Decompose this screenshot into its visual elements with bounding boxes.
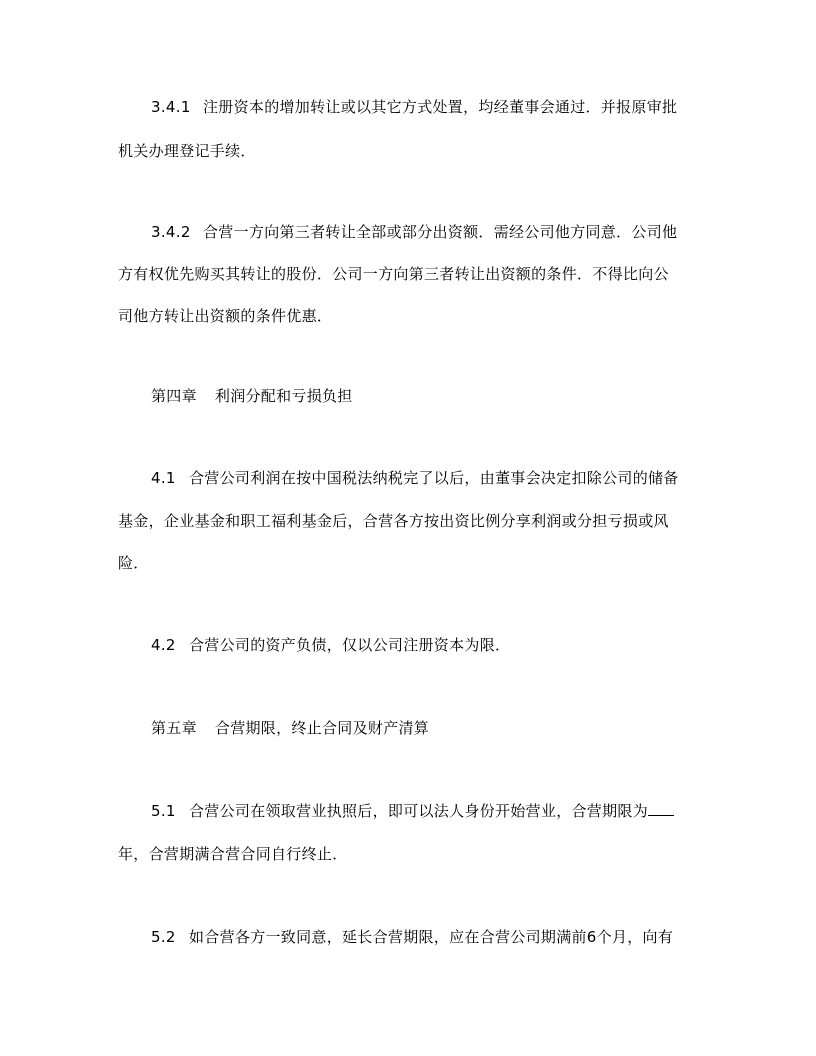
clause-number: 5.2: [151, 928, 176, 946]
chapter-title: 利润分配和亏损负担: [214, 387, 353, 405]
clause-text: 合营公司利润在按中国税法纳税完了以后，由董事会决定扣除公司的储备: [189, 469, 679, 487]
clause-text: 合营公司的资产负债，仅以公司注册资本为限．: [189, 636, 511, 654]
paragraph-4-1-line-1: [151, 468, 700, 488]
clause-text: 年，合营期满合营合同自行终止．: [118, 845, 348, 863]
clause-number: 3.4.2: [151, 223, 191, 241]
chapter-4-heading: [151, 386, 700, 406]
chapter-number: 第五章: [151, 719, 197, 737]
clause-number: 3.4.1: [151, 98, 191, 116]
paragraph-3-4-2-line-2: [118, 264, 700, 284]
paragraph-3-4-1-line-1: [151, 97, 700, 117]
paragraph-5-1-line-1: [151, 801, 700, 821]
paragraph-3-4-2-line-1: [151, 222, 700, 242]
clause-number: 4.2: [151, 636, 176, 654]
chapter-5-heading: [151, 718, 700, 738]
clause-text: 如合营各方一致同意，延长合营期限，应在合营公司期满前6个月，向有: [189, 928, 674, 946]
clause-text: 司他方转让出资额的条件优惠．: [118, 307, 333, 325]
clause-text: 基金，企业基金和职工福利基金后，合营各方按出资比例分享利润或分担亏损或风: [118, 512, 669, 530]
clause-number: 5.1: [151, 802, 176, 820]
paragraph-5-1-line-2: [118, 844, 700, 864]
paragraph-4-2-line-1: [151, 635, 700, 655]
clause-text: 注册资本的增加转让或以其它方式处置，均经董事会通过．并报原审批: [203, 98, 678, 116]
clause-text: 险．: [118, 554, 149, 572]
clause-text: 合营公司在领取营业执照后，即可以法人身份开始营业，合营期限为: [189, 802, 649, 820]
paragraph-4-1-line-2: [118, 511, 700, 531]
chapter-number: 第四章: [151, 387, 197, 405]
paragraph-3-4-1-line-2: [118, 141, 700, 161]
clause-text: 机关办理登记手续．: [118, 142, 256, 160]
paragraph-5-2-line-1: [151, 927, 700, 947]
blank-line: [648, 801, 674, 816]
clause-text: 方有权优先购买其转让的股份．公司一方向第三者转让出资额的条件．不得比向公: [118, 265, 669, 283]
clause-text: 合营一方向第三者转让全部或部分出资额．需经公司他方同意．公司他: [203, 223, 678, 241]
paragraph-4-1-line-3: [118, 553, 700, 573]
clause-number: 4.1: [151, 469, 176, 487]
chapter-title: 合营期限，终止合同及财产清算: [214, 719, 430, 737]
paragraph-3-4-2-line-3: [118, 306, 700, 326]
